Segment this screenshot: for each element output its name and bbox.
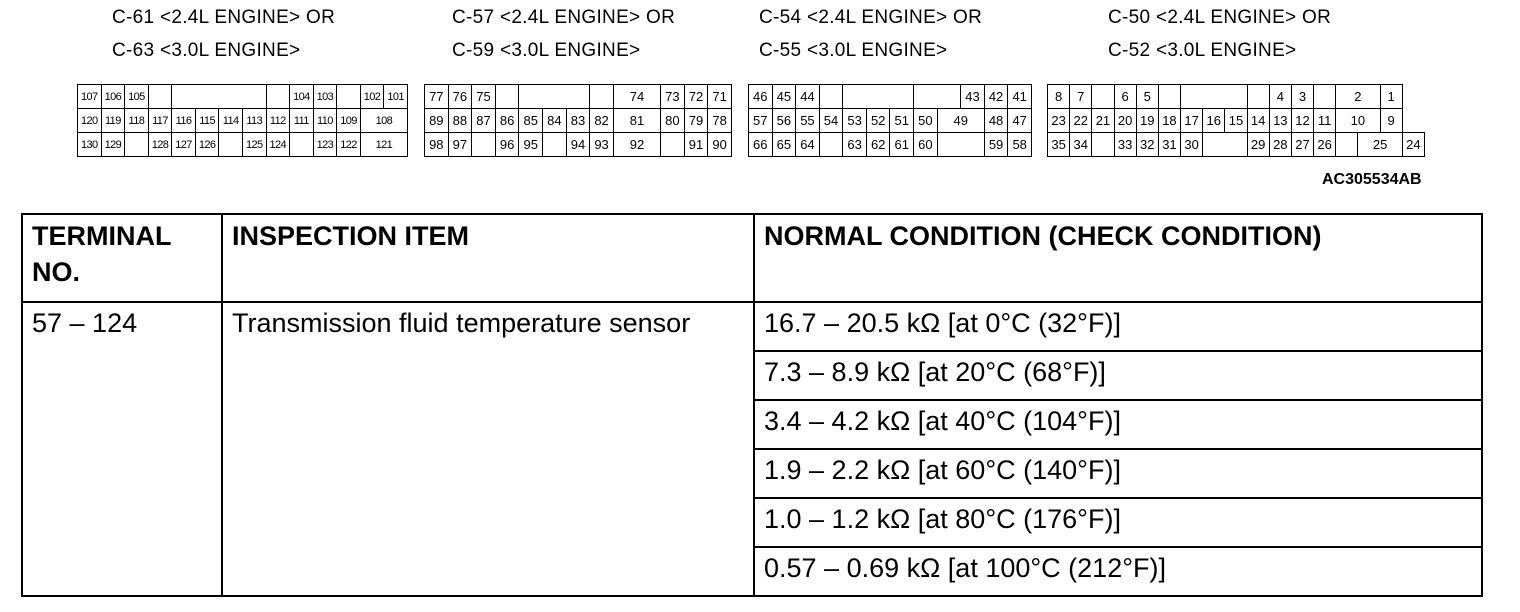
pin: 95 <box>519 133 543 157</box>
connector-3-title-line1: C-54 <2.4L ENGINE> OR <box>759 7 983 28</box>
pin: 14 <box>1247 109 1269 133</box>
pin: 62 <box>866 133 890 157</box>
pin: 113 <box>242 109 266 133</box>
pin: 117 <box>148 109 172 133</box>
figure-code: AC305534AB <box>1322 171 1422 188</box>
pin-gap <box>661 133 685 157</box>
pin: 6 <box>1114 85 1136 109</box>
pin: 13 <box>1269 109 1291 133</box>
pin-gap <box>1336 133 1358 157</box>
pin: 86 <box>495 109 519 133</box>
condition-cell: 1.9 – 2.2 kΩ [at 60°C (140°F)] <box>754 449 1482 498</box>
pin: 10 <box>1336 109 1380 133</box>
pin: 107 <box>78 85 102 109</box>
pin: 124 <box>266 133 290 157</box>
connector-3-title-line2: C-55 <3.0L ENGINE> <box>759 40 948 61</box>
pin: 16 <box>1203 109 1225 133</box>
pin-gap <box>290 133 314 157</box>
pin: 84 <box>543 109 567 133</box>
pin: 58 <box>1008 133 1032 157</box>
pin: 115 <box>195 109 219 133</box>
pin: 65 <box>772 133 796 157</box>
pin: 127 <box>172 133 196 157</box>
connector-2-title-line2: C-59 <3.0L ENGINE> <box>452 40 641 61</box>
pin: 105 <box>125 85 149 109</box>
pin: 60 <box>914 133 938 157</box>
pin-gap <box>1203 133 1247 157</box>
pin: 35 <box>1048 133 1070 157</box>
pin: 46 <box>749 85 773 109</box>
pin: 72 <box>684 85 708 109</box>
pin: 41 <box>1008 85 1032 109</box>
connector-4-title-line1: C-50 <2.4L ENGINE> OR <box>1108 7 1332 28</box>
pin: 23 <box>1048 109 1070 133</box>
pin-gap <box>590 85 614 109</box>
pin: 79 <box>684 109 708 133</box>
pin: 30 <box>1181 133 1203 157</box>
pin: 11 <box>1314 109 1336 133</box>
pin: 47 <box>1008 109 1032 133</box>
connector-key <box>172 85 266 109</box>
pin: 93 <box>590 133 614 157</box>
table-row <box>22 302 1482 351</box>
header-inspection-item: INSPECTION ITEM <box>222 214 754 302</box>
header-normal-condition: NORMAL CONDITION (CHECK CONDITION) <box>754 214 1482 302</box>
pin: 3 <box>1291 85 1313 109</box>
pin: 92 <box>613 133 660 157</box>
pin-gap <box>937 133 984 157</box>
condition-cell: 3.4 – 4.2 kΩ [at 40°C (104°F)] <box>754 400 1482 449</box>
pin: 51 <box>890 109 914 133</box>
pin: 112 <box>266 109 290 133</box>
pin: 26 <box>1314 133 1336 157</box>
pin: 85 <box>519 109 543 133</box>
pin: 108 <box>360 109 407 133</box>
pin: 22 <box>1070 109 1092 133</box>
connector-key <box>519 85 590 109</box>
pin-gap <box>1092 133 1114 157</box>
condition-cell: 1.0 – 1.2 kΩ [at 80°C (176°F)] <box>754 498 1482 547</box>
inspection-item-cell: Transmission fluid temperature sensor <box>222 302 754 596</box>
pin: 9 <box>1380 109 1402 133</box>
pin: 87 <box>472 109 496 133</box>
pin: 114 <box>219 109 243 133</box>
pin: 55 <box>796 109 820 133</box>
pin: 126 <box>195 133 219 157</box>
connector-key <box>1181 85 1248 109</box>
pin-gap <box>819 133 843 157</box>
pin: 27 <box>1291 133 1313 157</box>
pin-gap <box>543 133 567 157</box>
pin: 15 <box>1225 109 1247 133</box>
pin: 54 <box>819 109 843 133</box>
pin: 128 <box>148 133 172 157</box>
pin: 96 <box>495 133 519 157</box>
pin: 50 <box>914 109 938 133</box>
pin: 42 <box>984 85 1008 109</box>
pin: 102 <box>360 85 384 109</box>
table-header-row <box>22 214 1482 302</box>
pin: 123 <box>313 133 337 157</box>
pin-gap <box>914 85 961 109</box>
condition-cell: 0.57 – 0.69 kΩ [at 100°C (212°F)] <box>754 547 1482 596</box>
pin-gap <box>337 85 361 109</box>
pin: 4 <box>1269 85 1291 109</box>
pin: 17 <box>1181 109 1203 133</box>
condition-cell: 7.3 – 8.9 kΩ [at 20°C (68°F)] <box>754 351 1482 400</box>
inspection-table <box>21 213 1483 597</box>
pin: 28 <box>1269 133 1291 157</box>
connector-1-pin-diagram <box>77 84 408 157</box>
pin: 49 <box>937 109 984 133</box>
pin: 83 <box>566 109 590 133</box>
pin-gap <box>1247 85 1269 109</box>
pin: 110 <box>313 109 337 133</box>
pin: 78 <box>708 109 732 133</box>
pin: 129 <box>101 133 125 157</box>
pin-gap <box>1158 85 1180 109</box>
pin: 119 <box>101 109 125 133</box>
connector-key <box>843 85 914 109</box>
pin-gap <box>472 133 496 157</box>
pin: 101 <box>384 85 408 109</box>
pin: 125 <box>242 133 266 157</box>
pin: 18 <box>1158 109 1180 133</box>
pin: 53 <box>843 109 867 133</box>
connector-2-title-line1: C-57 <2.4L ENGINE> OR <box>452 7 676 28</box>
connector-4-pin-diagram <box>1047 84 1425 157</box>
pin: 120 <box>78 109 102 133</box>
pin: 5 <box>1136 85 1158 109</box>
pin: 80 <box>661 109 685 133</box>
terminal-number-cell: 57 – 124 <box>22 302 222 596</box>
pin: 75 <box>472 85 496 109</box>
pin: 121 <box>360 133 407 157</box>
pin: 122 <box>337 133 361 157</box>
pin: 103 <box>313 85 337 109</box>
pin-gap <box>266 85 290 109</box>
pin: 24 <box>1402 133 1424 157</box>
pin: 74 <box>613 85 660 109</box>
pin: 66 <box>749 133 773 157</box>
pin: 104 <box>290 85 314 109</box>
pin: 118 <box>125 109 149 133</box>
pin: 48 <box>984 109 1008 133</box>
connector-4-title-line2: C-52 <3.0L ENGINE> <box>1108 40 1297 61</box>
pin: 1 <box>1380 85 1402 109</box>
pin: 116 <box>172 109 196 133</box>
pin: 33 <box>1114 133 1136 157</box>
pin-gap <box>125 133 149 157</box>
pin: 29 <box>1247 133 1269 157</box>
pin: 106 <box>101 85 125 109</box>
pin: 25 <box>1358 133 1402 157</box>
pin: 97 <box>448 133 472 157</box>
pin: 32 <box>1136 133 1158 157</box>
pin: 91 <box>684 133 708 157</box>
pin: 44 <box>796 85 820 109</box>
pin: 57 <box>749 109 773 133</box>
pin: 21 <box>1092 109 1114 133</box>
pin: 81 <box>613 109 660 133</box>
pin: 8 <box>1048 85 1070 109</box>
pin: 20 <box>1114 109 1136 133</box>
pin-gap <box>495 85 519 109</box>
pin: 12 <box>1291 109 1313 133</box>
connector-2-pin-diagram <box>424 84 732 157</box>
pin: 111 <box>290 109 314 133</box>
header-terminal-no: TERMINAL NO. <box>22 214 222 302</box>
connector-3-pin-diagram <box>748 84 1032 157</box>
connector-1-title-line1: C-61 <2.4L ENGINE> OR <box>112 7 336 28</box>
pin: 56 <box>772 109 796 133</box>
pin: 59 <box>984 133 1008 157</box>
pin: 31 <box>1158 133 1180 157</box>
connector-1-title-line2: C-63 <3.0L ENGINE> <box>112 40 301 61</box>
pin: 98 <box>425 133 449 157</box>
pin: 63 <box>843 133 867 157</box>
pin: 82 <box>590 109 614 133</box>
condition-cell: 16.7 – 20.5 kΩ [at 0°C (32°F)] <box>754 302 1482 351</box>
pin: 19 <box>1136 109 1158 133</box>
pin-gap <box>819 85 843 109</box>
pin: 43 <box>961 85 985 109</box>
pin-gap <box>1314 85 1336 109</box>
pin-gap <box>219 133 243 157</box>
pin: 89 <box>425 109 449 133</box>
pin: 45 <box>772 85 796 109</box>
pin: 61 <box>890 133 914 157</box>
pin: 76 <box>448 85 472 109</box>
pin: 130 <box>78 133 102 157</box>
pin: 7 <box>1070 85 1092 109</box>
pin: 109 <box>337 109 361 133</box>
pin-gap <box>148 85 172 109</box>
pin: 94 <box>566 133 590 157</box>
pin: 73 <box>661 85 685 109</box>
pin: 2 <box>1336 85 1380 109</box>
pin: 52 <box>866 109 890 133</box>
pin: 90 <box>708 133 732 157</box>
pin: 77 <box>425 85 449 109</box>
pin: 88 <box>448 109 472 133</box>
pin: 64 <box>796 133 820 157</box>
pin: 71 <box>708 85 732 109</box>
pin: 34 <box>1070 133 1092 157</box>
pin-gap <box>1092 85 1114 109</box>
